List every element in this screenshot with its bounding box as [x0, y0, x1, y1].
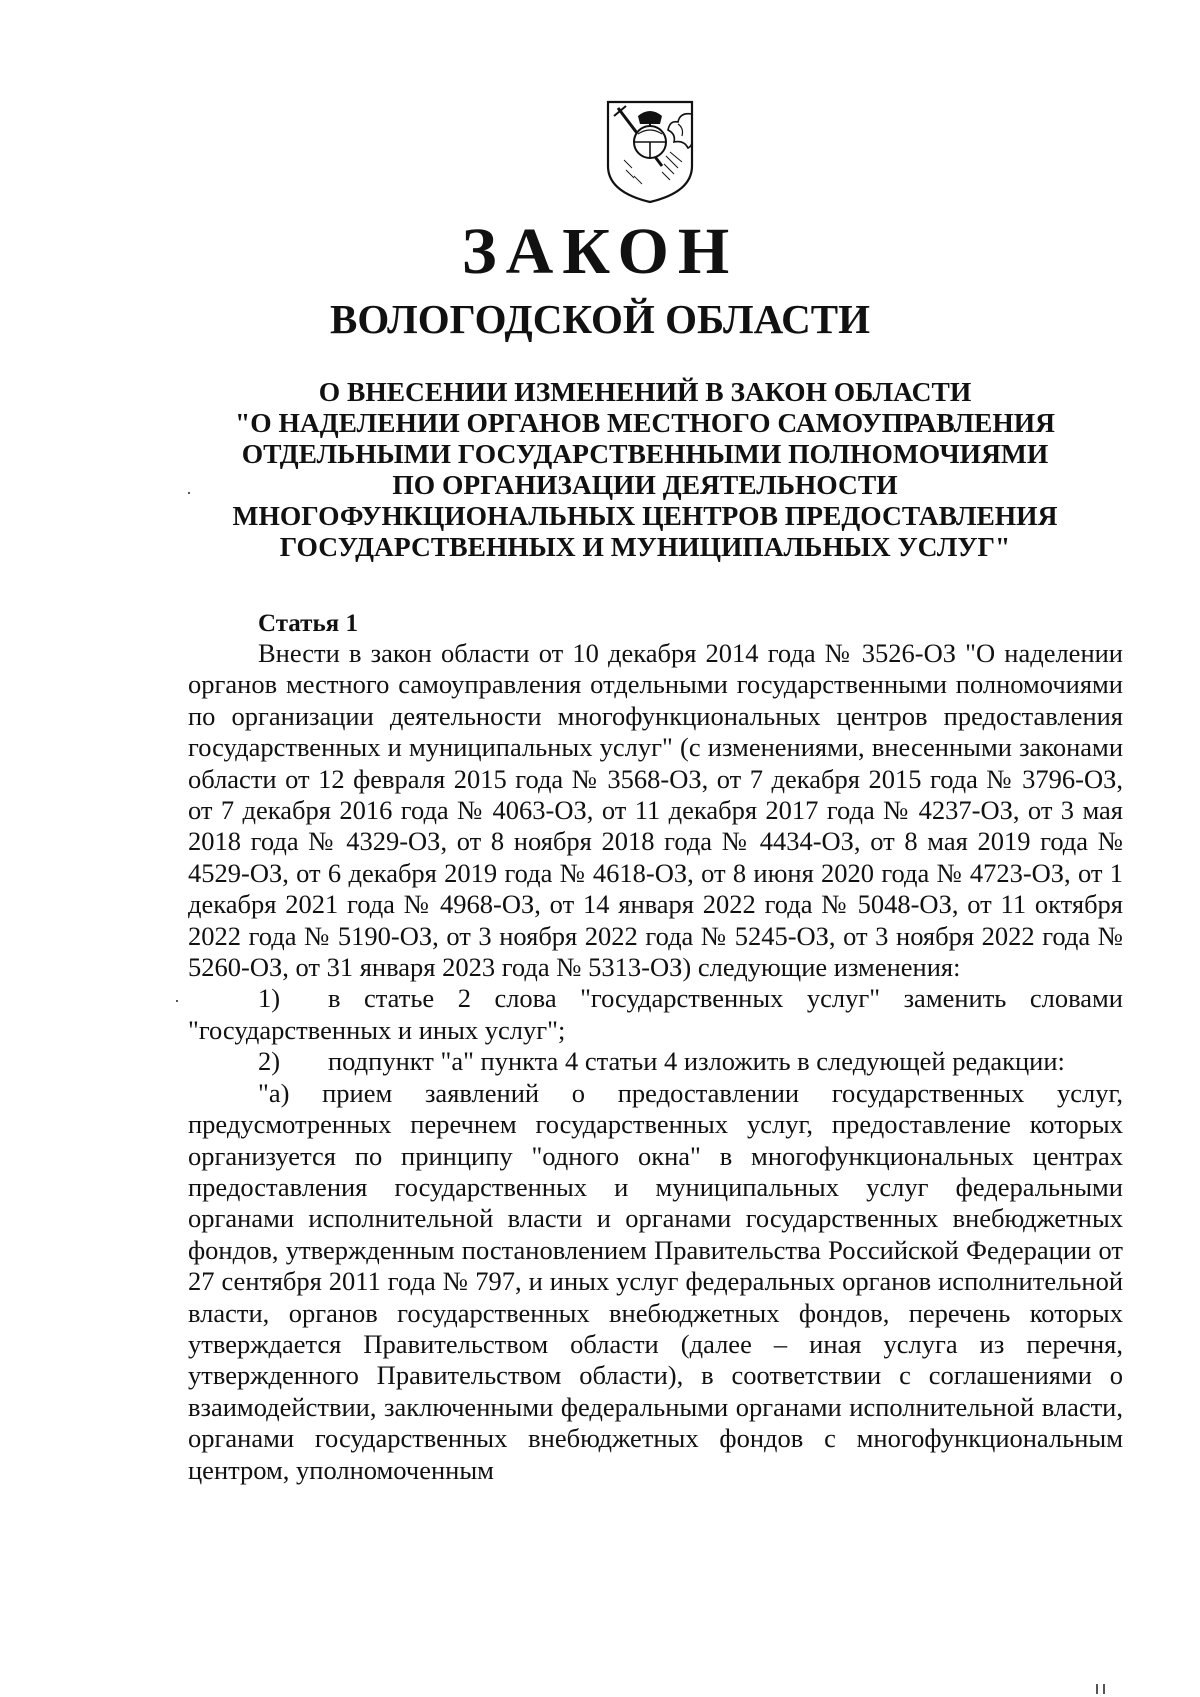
item-number: 2) — [258, 1046, 281, 1077]
item-text: в статье 2 слова "государственных услуг" заменить словами "государственных и иных услуг"; — [188, 983, 1123, 1045]
document-subtitle: ВОЛОГОДСКОЙ ОБЛАСТИ — [329, 296, 871, 342]
quoted-paragraph: "а) прием заявлений о предоставлении государственных услуг, предусмотренных перечнем государственных услуг, предоставление которых организуется по принципу "одного окна" в многофункциональных центрах предоставления государственных и муниципальных услуг федеральными органами исполнительной власти и органами государственных внебюджетных фондов, утвержденным постановлением Правительства Российской Федерации от 27 сентября 2011 года № 797, и иных услуг федеральных органов исполнительной власти, органов государственных внебюджетных фондов, перечень которых утверждается Правительством области (далее – иная услуга из перечня, утвержденного Правительством области), в соответствии с соглашениями о взаимодействии, заключенными федеральными органами исполнительной власти, органами государственных внебюджетных фондов с многофункциональным центром, уполномоченным — [188, 1077, 1123, 1485]
law-name-line: ГОСУДАРСТВЕННЫХ И МУНИЦИПАЛЬНЫХ УСЛУГ" — [279, 531, 1011, 562]
law-name-line: ОТДЕЛЬНЫМИ ГОСУДАРСТВЕННЫМИ ПОЛНОМОЧИЯМИ — [241, 438, 1049, 469]
scan-artifact — [188, 492, 190, 494]
law-name — [175, 376, 1115, 562]
list-item — [188, 983, 1123, 1046]
scan-artifact — [176, 1000, 178, 1002]
law-name-line: МНОГОФУНКЦИОНАЛЬНЫХ ЦЕНТРОВ ПРЕДОСТАВЛЕНИЯ — [232, 500, 1058, 531]
law-name-line: О ВНЕСЕНИИ ИЗМЕНЕНИЙ В ЗАКОН ОБЛАСТИ — [318, 376, 972, 407]
article-body — [188, 638, 1123, 1486]
article-heading: Статья 1 — [258, 610, 358, 637]
list-item — [188, 1046, 1123, 1077]
coat-of-arms-icon — [604, 96, 696, 206]
document-title: ЗАКОН — [461, 215, 739, 288]
scan-artifact — [1096, 1684, 1098, 1694]
law-name-line: "О НАДЕЛЕНИИ ОРГАНОВ МЕСТНОГО САМОУПРАВЛЕНИЯ — [234, 407, 1056, 438]
intro-paragraph: Внести в закон области от 10 декабря 2014 года № 3526-ОЗ "О наделении органов местного самоуправления отдельными государственными полномочиями по организации деятельности многофункциональных центров предоставления государственных и муниципальных услуг" (с изменениями, внесенными законами области от 12 февраля 2015 года № 3568-ОЗ, от 7 декабря 2015 года № 3796-ОЗ, от 7 декабря 2016 года № 4063-ОЗ, от 11 декабря 2017 года № 4237-ОЗ, от 3 мая 2018 года № 4329-ОЗ, от 8 ноября 2018 года № 4434-ОЗ, от 8 мая 2019 года № 4529-ОЗ, от 6 декабря 2019 года № 4618-ОЗ, от 8 июня 2020 года № 4723-ОЗ, от 1 декабря 2021 года № 4968-ОЗ, от 14 января 2022 года № 5048-ОЗ, от 11 октября 2022 года № 5190-ОЗ, от 3 ноября 2022 года № 5245-ОЗ, от 3 ноября 2022 года № 5260-ОЗ, от 31 января 2023 года № 5313-ОЗ) следующие изменения: — [188, 638, 1123, 983]
law-name-line: ПО ОРГАНИЗАЦИИ ДЕЯТЕЛЬНОСТИ — [392, 469, 898, 500]
item-number: 1) — [258, 983, 281, 1014]
scan-artifact — [1103, 1684, 1105, 1694]
item-text: подпункт "а" пункта 4 статьи 4 изложить в следующей редакции: — [328, 1046, 1065, 1077]
